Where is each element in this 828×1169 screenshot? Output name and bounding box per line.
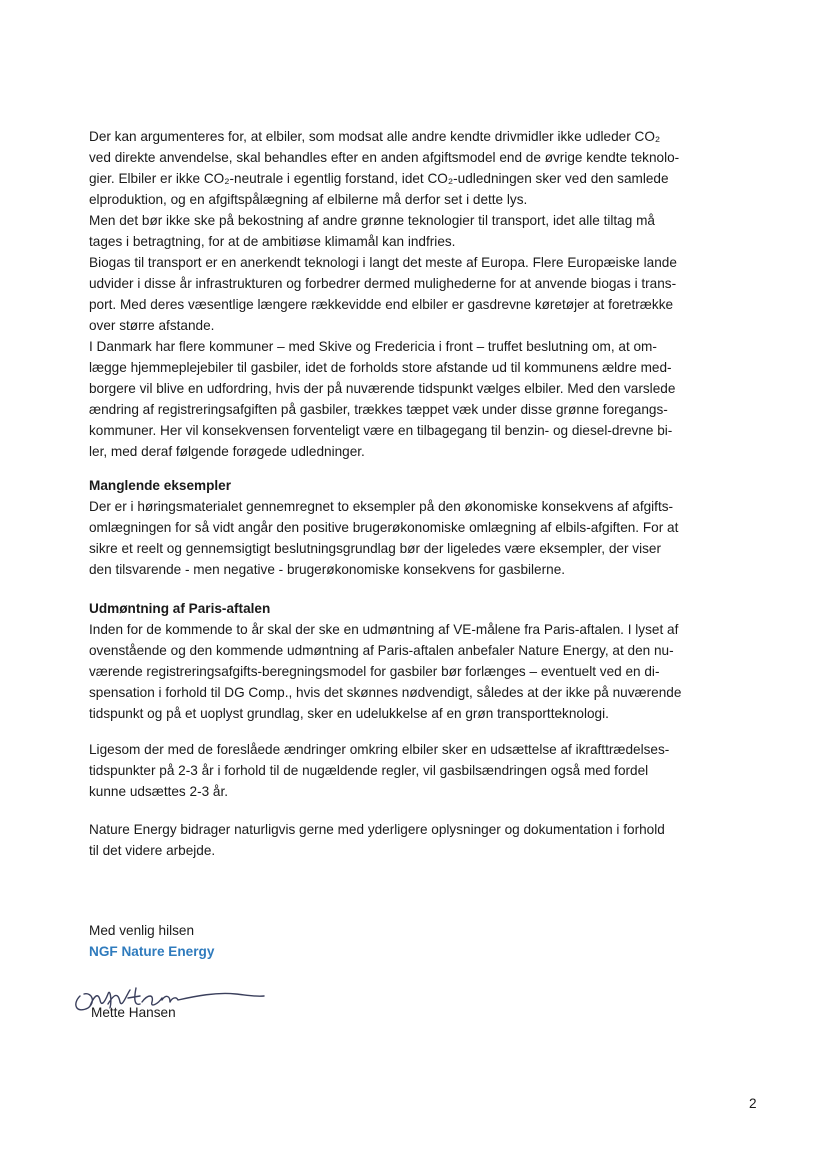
body-line: til det videre arbejde. — [89, 843, 216, 858]
body-line: omlægningen for så vidt angår den positive brugerøkonomiske omlægning af elbils-afgiften. For at — [89, 520, 679, 535]
body-line: kunne udsættes 2-3 år. — [89, 784, 229, 799]
body-line: ved direkte anvendelse, skal behandles efter en anden afgiftsmodel end de øvrige kendte teknolo- — [89, 150, 680, 165]
body-line: udvider i disse år infrastrukturen og forbedrer dermed mulighederne for at anvende biogas i trans- — [89, 276, 677, 291]
body-line: Men det bør ikke ske på bekostning af andre grønne teknologier til transport, idet alle tiltag må — [89, 213, 655, 228]
body-line: Der kan argumenteres for, at elbiler, som modsat alle andre kendte drivmidler ikke udleder CO₂ — [89, 129, 661, 144]
page-number: 2 — [749, 1096, 757, 1111]
body-line: kommuner. Her vil konsekvensen forventeligt være en tilbagegang til benzin- og diesel-drevne bi- — [89, 423, 673, 438]
body-line: sikre et reelt og gennemsigtigt beslutningsgrundlag bør der ligeledes være eksempler, der viser — [89, 541, 661, 556]
signer-name: Mette Hansen — [91, 1005, 176, 1020]
body-line: lægge hjemmeplejebiler til gasbiler, idet de forholds store afstande ud til kommunens ældre med- — [89, 360, 672, 375]
body-line: den tilsvarende - men negative - brugerøkonomiske konsekvens for gasbilerne. — [89, 562, 566, 577]
body-line: tidspunkter på 2-3 år i forhold til de nugældende regler, vil gasbilsændringen også med fordel — [89, 763, 649, 778]
body-line: over større afstande. — [89, 318, 215, 333]
body-line: port. Med deres væsentlige længere rækkevidde end elbiler er gasdrevne køretøjer at foretrække — [89, 297, 674, 312]
body-line: tages i betragtning, for at de ambitiøse klimamål kan indfries. — [89, 234, 456, 249]
body-line: tidspunkt og på et uoplyst grundlag, sker en udelukkelse af en grøn transportteknologi. — [89, 706, 609, 721]
section-heading: Manglende eksempler — [89, 478, 232, 493]
body-line: ændring af registreringsafgiften på gasbiler, trækkes tæppet væk under disse grønne foregangs- — [89, 402, 668, 417]
body-line: Inden for de kommende to år skal der ske en udmøntning af VE-målene fra Paris-aftalen. I lyset af — [89, 622, 679, 637]
section-heading: Udmøntning af Paris-aftalen — [89, 601, 271, 616]
body-line: borgere vil blive en udfordring, hvis der på nuværende tidspunkt vælges elbiler. Med den varslede — [89, 381, 676, 396]
body-line: gier. Elbiler er ikke CO₂-neutrale i egentlig forstand, idet CO₂-udledningen sker ved den samlede — [89, 171, 669, 186]
company-name: NGF Nature Energy — [89, 944, 215, 959]
body-line: ler, med deraf følgende forøgede udledninger. — [89, 444, 365, 459]
body-line: Biogas til transport er en anerkendt teknologi i langt det meste af Europa. Flere Europæiske lande — [89, 255, 677, 270]
body-line: Der er i høringsmaterialet gennemregnet to eksempler på den økonomiske konsekvens af afgifts- — [89, 499, 674, 514]
greeting: Med venlig hilsen — [89, 923, 195, 938]
body-line: spensation i forhold til DG Comp., hvis det skønnes nødvendigt, således at der ikke på nuværende — [89, 685, 682, 700]
body-line: Ligesom der med de foreslåede ændringer omkring elbiler sker en udsættelse af ikrafttrædelses- — [89, 742, 670, 757]
body-line: værende registreringsafgifts-beregningsmodel for gasbiler bør forlænges – eventuelt ved en di- — [89, 664, 660, 679]
body-line: elproduktion, og en afgiftspålægning af elbilerne må derfor set i dette lys. — [89, 192, 528, 207]
body-line: Nature Energy bidrager naturligvis gerne med yderligere oplysninger og dokumentation i forhold — [89, 822, 665, 837]
body-line: ovenstående og den kommende udmøntning af Paris-aftalen anbefaler Nature Energy, at den nu- — [89, 643, 674, 658]
body-line: I Danmark har flere kommuner – med Skive og Fredericia i front – truffet beslutning om, at om- — [89, 339, 657, 354]
